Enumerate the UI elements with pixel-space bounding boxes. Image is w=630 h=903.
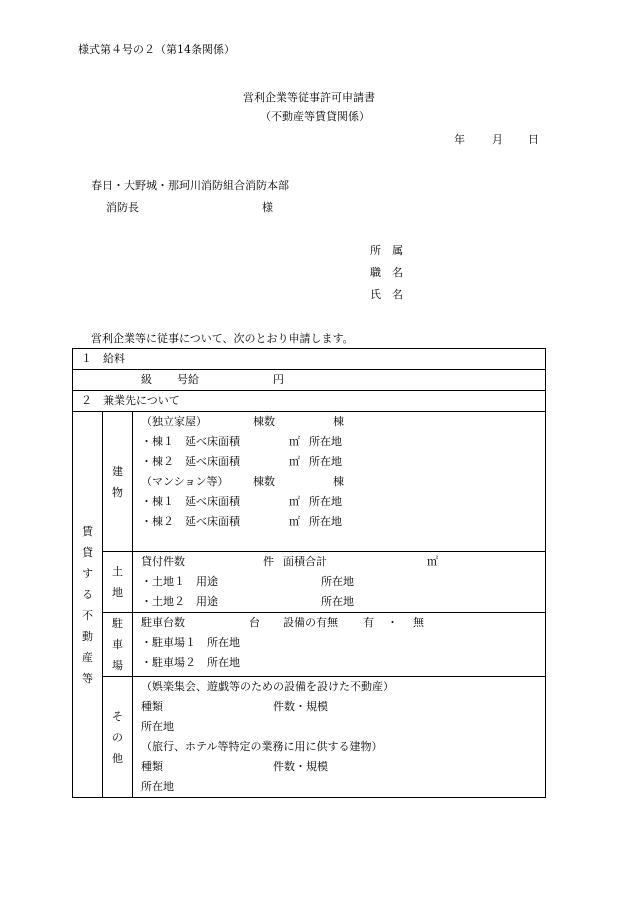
parking-item1-line: ・駐車場１ 所在地 [141, 636, 240, 649]
building-item2-line: ・棟２ 延べ床面積 ㎡ 所在地 [141, 455, 342, 468]
addressee-title: 消防長 [106, 201, 139, 214]
parking-label: 駐 車 場 [103, 613, 133, 677]
other-label: そ の 他 [103, 677, 133, 798]
building-mansion-line: （マンション等） 棟数 棟 [141, 475, 344, 488]
applicant-name: 氏 名 [370, 288, 403, 301]
date-year: 年 [454, 133, 465, 146]
salary-step: 号給 [177, 373, 199, 386]
building-detached-line: （独立家屋） 棟数 棟 [141, 415, 344, 428]
section2-header-row [73, 391, 546, 412]
land-item2-line: ・土地２ 用途 所在地 [141, 595, 354, 608]
land-item1-line: ・土地１ 用途 所在地 [141, 575, 354, 588]
applicant-position: 職 名 [370, 266, 403, 279]
land-row [73, 552, 546, 613]
form-subtitle: （不動産等賃貸関係） [260, 110, 370, 123]
building-item2-line-2: ・棟２ 延べ床面積 ㎡ 所在地 [141, 515, 342, 528]
parking-item2-line: ・駐車場２ 所在地 [141, 656, 240, 669]
other-entertainment-line: （娯楽集会、遊戯等のための設備を設けた不動産） [141, 680, 394, 693]
intro-text: 営利企業等に従事について、次のとおり申請します。 [91, 332, 354, 345]
building-item1-line-2: ・棟１ 延べ床面積 ㎡ 所在地 [141, 495, 342, 508]
salary-row [73, 370, 546, 391]
other-location-line-2: 所在地 [141, 780, 174, 793]
land-label: 土 地 [103, 552, 133, 613]
applicant-affiliation: 所 属 [370, 244, 403, 257]
building-label: 建 物 [103, 412, 133, 552]
addressee-org: 春日・大野城・那珂川消防組合消防本部 [91, 179, 289, 192]
building-item1-line: ・棟１ 延べ床面積 ㎡ 所在地 [141, 435, 342, 448]
salary-line [73, 370, 545, 390]
section1-header: １ 給料 [81, 352, 125, 365]
salary-grade: 級 [141, 373, 152, 386]
section2-header: ２ 兼業先について [81, 394, 180, 407]
form-title: 営利企業等従事許可申請書 [243, 91, 375, 104]
date-month: 月 [492, 133, 503, 146]
date-day: 日 [528, 133, 539, 146]
other-row [73, 677, 546, 798]
parking-row [73, 613, 546, 677]
other-location-line-1: 所在地 [141, 720, 174, 733]
parking-count-line: 駐車台数 台 設備の有無 有 ・ 無 [141, 616, 424, 629]
addressee-honorific: 様 [262, 201, 273, 214]
building-row [73, 412, 546, 552]
other-kind-line-2: 種類 件数・規模 [141, 760, 328, 773]
rental-property-label: 賃 貸 す る 不 動 産 等 [73, 412, 103, 798]
other-kind-line-1: 種類 件数・規模 [141, 700, 328, 713]
other-travel-line: （旅行、ホテル等特定の業務に用に供する建物） [141, 740, 383, 753]
salary-yen: 円 [273, 373, 284, 386]
application-table [72, 348, 546, 798]
form-number: 様式第４号の２（第14条関係） [78, 43, 235, 56]
land-count-line: 貸付件数 件 面積合計 ㎡ [141, 555, 438, 568]
section1-header-row [73, 349, 546, 370]
